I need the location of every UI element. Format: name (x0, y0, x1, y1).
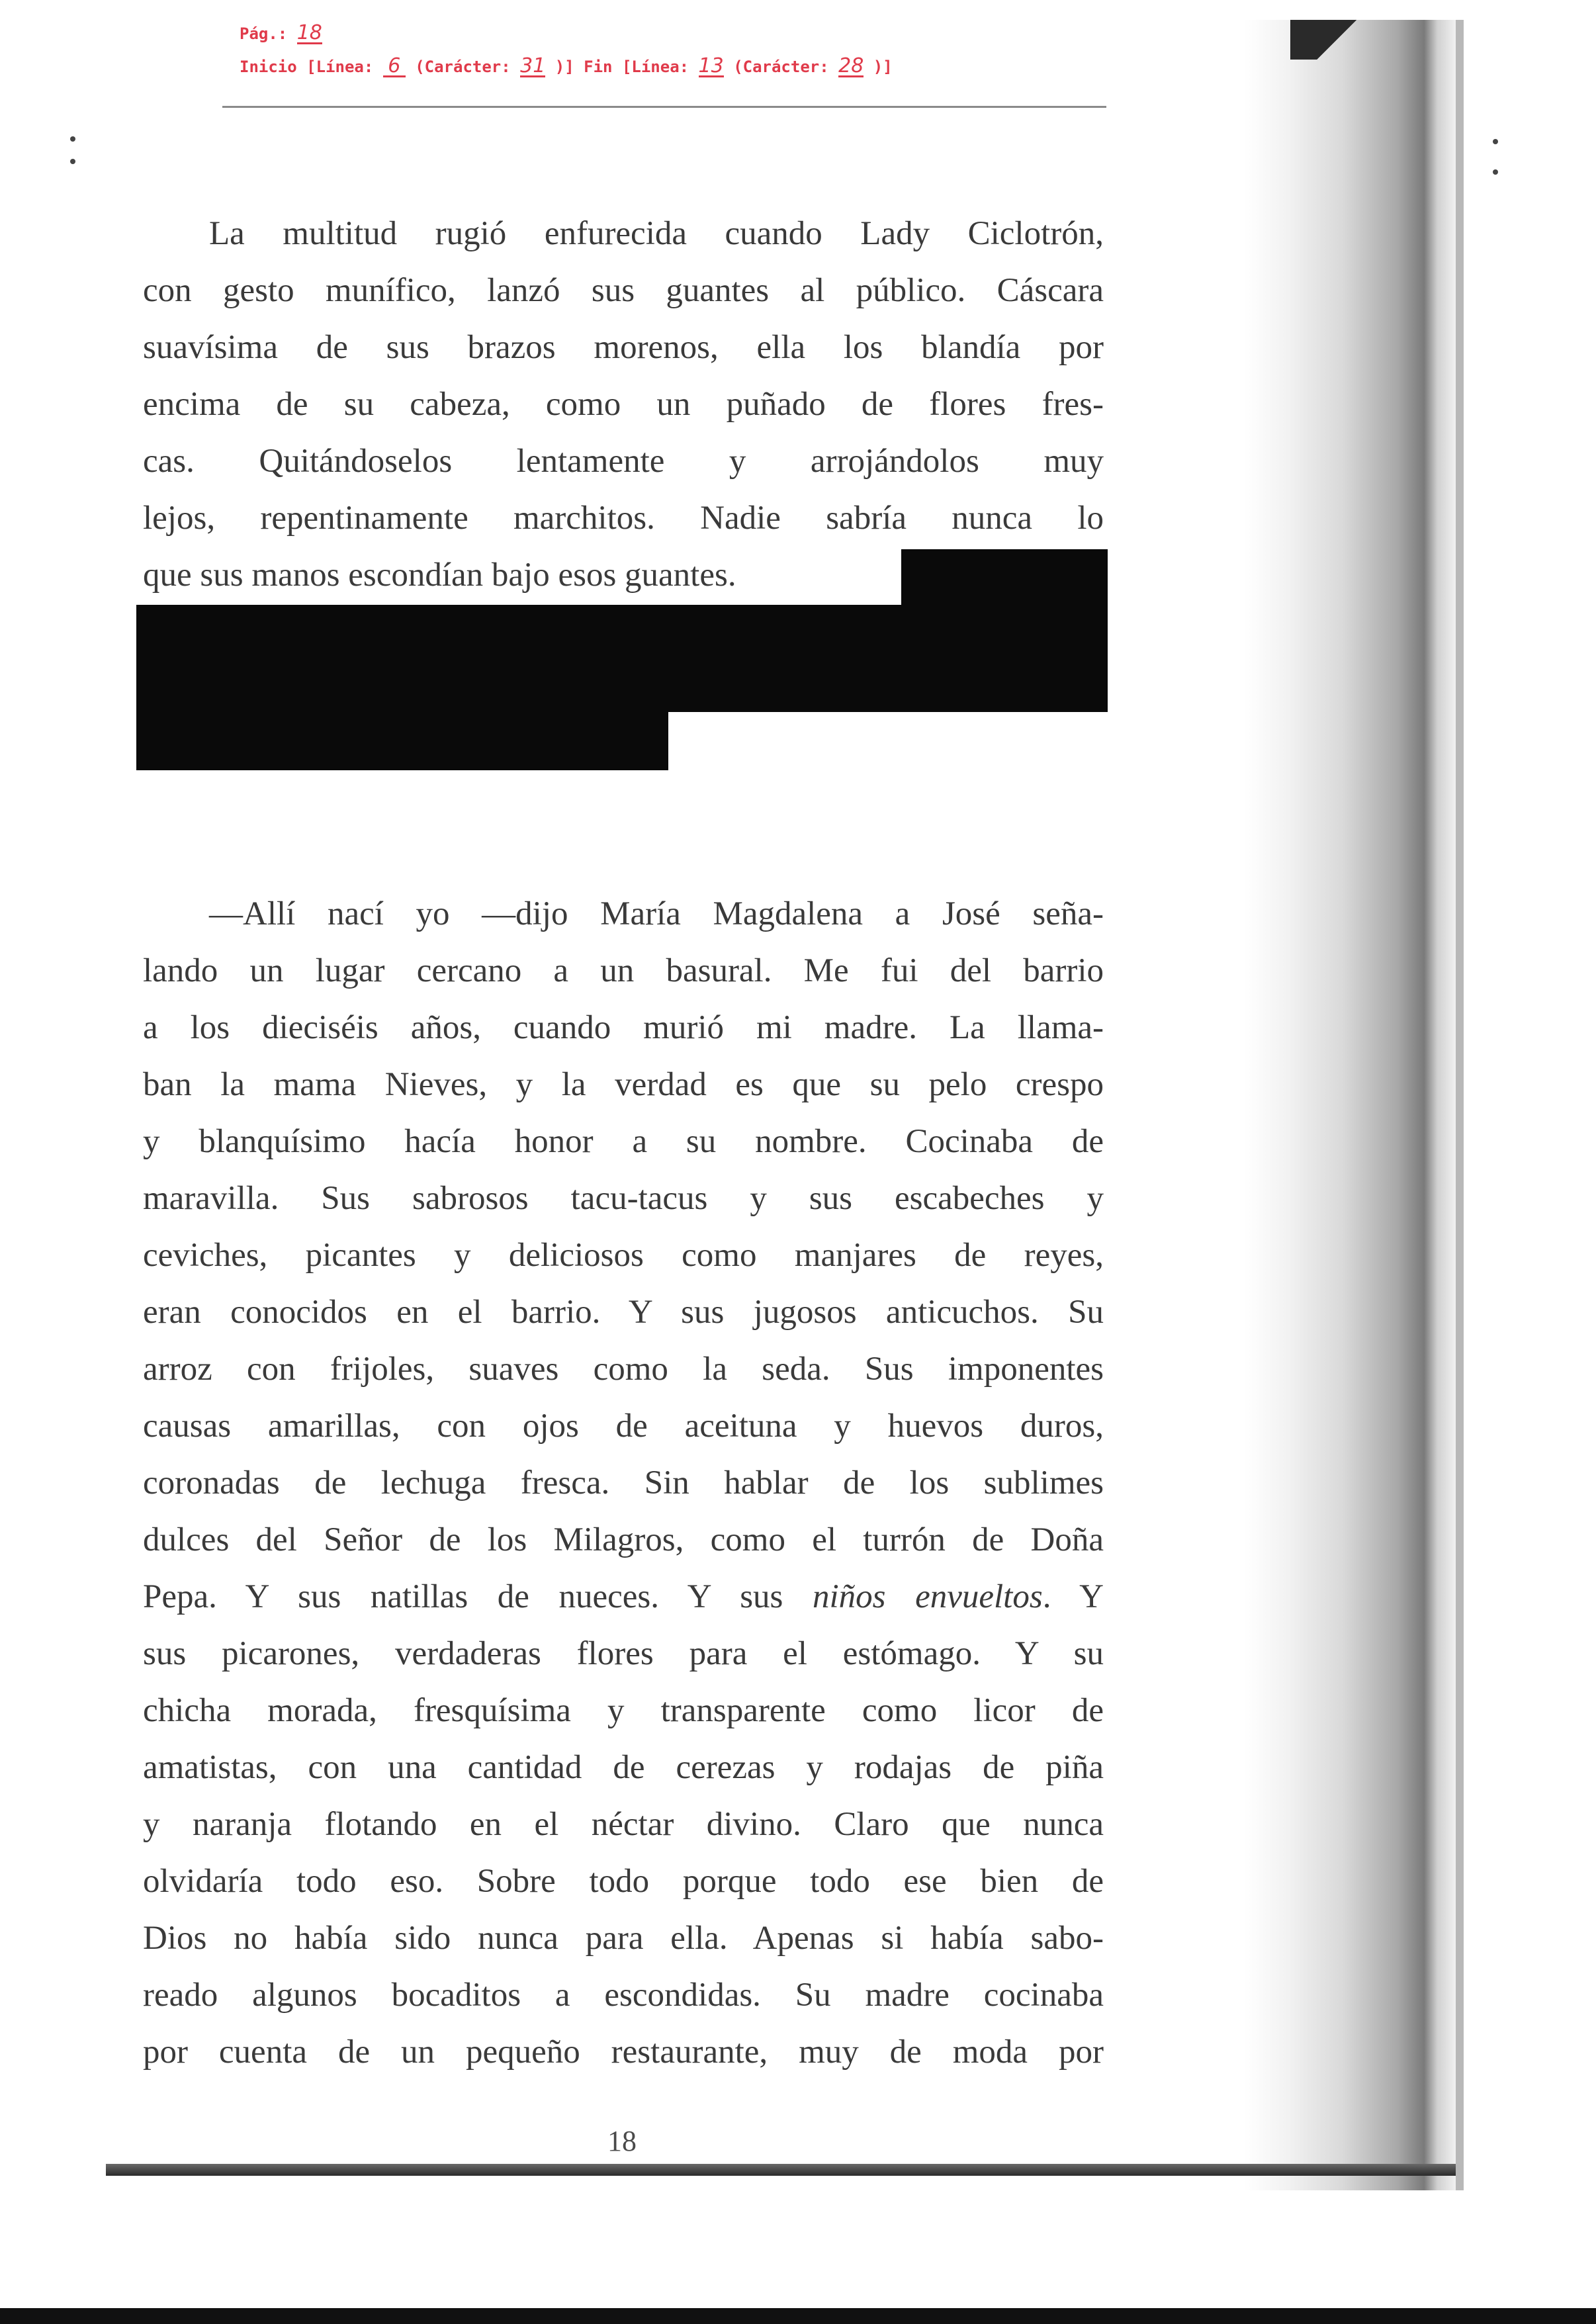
text-line: ban la mama Nieves, y la verdad es que su pelo crespo (143, 1066, 1104, 1103)
text-line: causas amarillas, con ojos de aceituna y huevos duros, (143, 1408, 1104, 1445)
redaction-block (136, 708, 668, 770)
stamp-caracter-label-2: (Carácter: (733, 58, 829, 76)
italic-phrase: niños envueltos (813, 1578, 1043, 1615)
text-line: y blanquísimo hacía honor a su nombre. Cocinaba de (143, 1123, 1104, 1160)
text-line: lando un lugar cercano a un basural. Me fui del barrio (143, 952, 1104, 989)
book-bottom-edge (106, 2164, 1456, 2176)
scan-speck (70, 159, 75, 164)
text-line: chicha morada, fresquísima y transparente como licor de (143, 1692, 1104, 1729)
text-line: Pepa. Y sus natillas de nueces. Y sus niños envueltos. Y (143, 1578, 1104, 1615)
stamp-close: )] (873, 58, 893, 76)
text-line: Dios no había sido nunca para ella. Apenas si había sabo- (143, 1920, 1104, 1957)
scan-bottom-border (0, 2308, 1596, 2324)
stamp-inicio-linea: 6 (383, 57, 406, 77)
text-line: suavísima de sus brazos morenos, ella los blandía por (143, 329, 1104, 366)
text-line: con gesto munífico, lanzó sus guantes al público. Cáscara (143, 272, 1104, 309)
stamp-page-value: 18 (296, 21, 322, 44)
page-right-edge (1456, 20, 1464, 2190)
text-line: amatistas, con una cantidad de cerezas y rodajas de piña (143, 1749, 1104, 1786)
text-line: eran conocidos en el barrio. Y sus jugosos anticuchos. Su (143, 1294, 1104, 1331)
text-line: encima de su cabeza, como un puñado de flores fres- (143, 386, 1104, 423)
stamp-fin-linea: 13 (698, 54, 724, 77)
scan-speck (70, 136, 75, 142)
text-line: La multitud rugió enfurecida cuando Lady Ciclotrón, (209, 215, 1104, 252)
text-line: maravilla. Sus sabrosos tacu-tacus y sus escabeches y (143, 1180, 1104, 1217)
text-line: y naranja flotando en el néctar divino. Claro que nunca (143, 1806, 1104, 1843)
text-line: arroz con frijoles, suaves como la seda. Sus imponentes (143, 1351, 1104, 1388)
stamp-range-row (240, 54, 893, 77)
text-line: olvidaría todo eso. Sobre todo porque todo ese bien de (143, 1863, 1104, 1900)
book-gutter-shadow (1244, 20, 1464, 2190)
text-line: ceviches, picantes y deliciosos como manjares de reyes, (143, 1237, 1104, 1274)
text-line: dulces del Señor de los Milagros, como el turrón de Doña (143, 1521, 1104, 1558)
header-rule (222, 106, 1106, 108)
redaction-block (136, 605, 1108, 712)
stamp-caracter-label-1: (Carácter: (415, 58, 511, 76)
text-line: lejos, repentinamente marchitos. Nadie sabría nunca lo (143, 500, 1104, 537)
redaction-block (901, 549, 1108, 610)
stamp-inicio-label: Inicio [Línea: (240, 58, 374, 76)
book-spine-corner (1290, 20, 1416, 60)
scan-speck (1493, 169, 1498, 175)
paragraph-2 (143, 885, 1104, 2080)
stamp-inicio-caracter: 31 (520, 54, 546, 77)
stamp-page-row (240, 21, 322, 44)
text-line: que sus manos escondían bajo esos guantes. (143, 557, 736, 594)
page-number: 18 (607, 2125, 637, 2157)
paragraph-1 (143, 205, 1104, 603)
stamp-page-label: Pág.: (240, 24, 288, 43)
stamp-fin-caracter: 28 (838, 54, 864, 77)
text-line: reado algunos bocaditos a escondidas. Su madre cocinaba (143, 1977, 1104, 2014)
text-line: coronadas de lechuga fresca. Sin hablar de los sublimes (143, 1464, 1104, 1501)
text-line: por cuenta de un pequeño restaurante, muy de moda por (143, 2033, 1104, 2071)
text-line: —Allí nací yo —dijo María Magdalena a José seña- (209, 895, 1104, 932)
stamp-fin-label: )] Fin [Línea: (554, 58, 689, 76)
scan-speck (1493, 139, 1498, 144)
text-line: cas. Quitándoselos lentamente y arrojándolos muy (143, 443, 1104, 480)
text-line: sus picarones, verdaderas flores para el estómago. Y su (143, 1635, 1104, 1672)
text-line: a los dieciséis años, cuando murió mi madre. La llama- (143, 1009, 1104, 1046)
